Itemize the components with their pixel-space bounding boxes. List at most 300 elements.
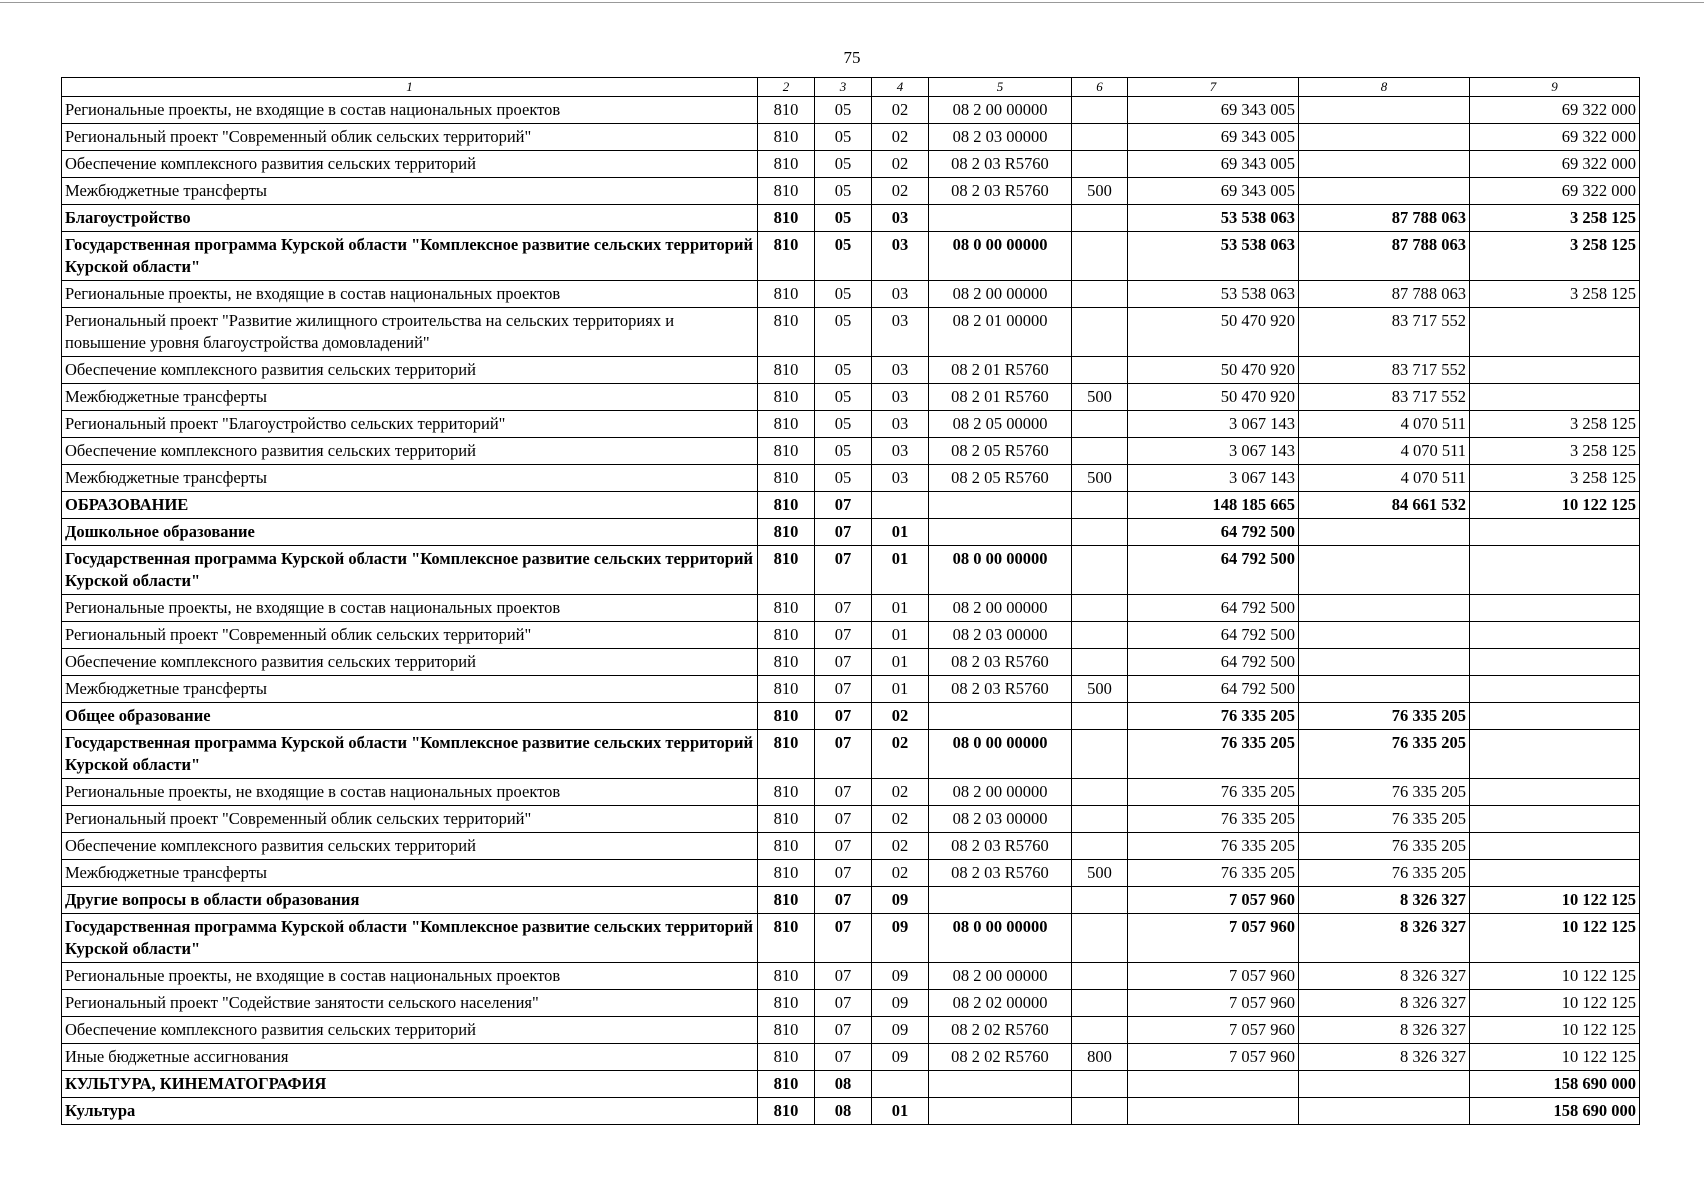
table-row: [62, 465, 1640, 492]
row-name: Дошкольное образование: [62, 519, 758, 546]
table-row: [62, 914, 1640, 963]
cell-amount-col8: 76 335 205: [1299, 730, 1470, 779]
cell-admin-code: 810: [758, 1044, 815, 1071]
cell-amount-col9: [1470, 595, 1640, 622]
cell-subsection: 03: [872, 357, 929, 384]
cell-amount-col8: 76 335 205: [1299, 833, 1470, 860]
cell-amount-col8: 8 326 327: [1299, 990, 1470, 1017]
cell-target-article: 08 2 03 R5760: [929, 649, 1072, 676]
cell-amount-col9: 3 258 125: [1470, 411, 1640, 438]
cell-target-article: 08 2 00 00000: [929, 779, 1072, 806]
cell-amount-col7: 76 335 205: [1128, 806, 1299, 833]
cell-amount-col7: 64 792 500: [1128, 546, 1299, 595]
cell-amount-col7: 69 343 005: [1128, 97, 1299, 124]
cell-target-article: 08 0 00 00000: [929, 914, 1072, 963]
cell-amount-col8: [1299, 1098, 1470, 1125]
cell-expense-type: [1072, 438, 1128, 465]
row-name: Региональные проекты, не входящие в состав национальных проектов: [62, 779, 758, 806]
cell-amount-col9: 69 322 000: [1470, 124, 1640, 151]
cell-amount-col7: 7 057 960: [1128, 963, 1299, 990]
cell-section: 07: [815, 730, 872, 779]
cell-amount-col9: 3 258 125: [1470, 438, 1640, 465]
cell-expense-type: [1072, 595, 1128, 622]
cell-amount-col8: 83 717 552: [1299, 357, 1470, 384]
cell-admin-code: 810: [758, 411, 815, 438]
row-name: Культура: [62, 1098, 758, 1125]
row-name: Межбюджетные трансферты: [62, 860, 758, 887]
cell-target-article: 08 2 03 R5760: [929, 860, 1072, 887]
cell-amount-col8: 8 326 327: [1299, 963, 1470, 990]
row-name: Региональные проекты, не входящие в состав национальных проектов: [62, 963, 758, 990]
row-name: Обеспечение комплексного развития сельских территорий: [62, 1017, 758, 1044]
column-header: 1: [62, 78, 758, 97]
cell-section: 05: [815, 384, 872, 411]
cell-amount-col7: 148 185 665: [1128, 492, 1299, 519]
cell-amount-col9: [1470, 308, 1640, 357]
cell-amount-col8: 76 335 205: [1299, 860, 1470, 887]
cell-amount-col8: 87 788 063: [1299, 281, 1470, 308]
column-header: 9: [1470, 78, 1640, 97]
cell-section: 07: [815, 703, 872, 730]
cell-subsection: 03: [872, 281, 929, 308]
cell-target-article: 08 0 00 00000: [929, 232, 1072, 281]
cell-amount-col8: 4 070 511: [1299, 465, 1470, 492]
cell-target-article: 08 2 03 00000: [929, 806, 1072, 833]
table-row: [62, 730, 1640, 779]
cell-amount-col8: 87 788 063: [1299, 232, 1470, 281]
table-row: [62, 990, 1640, 1017]
cell-admin-code: 810: [758, 308, 815, 357]
row-name: Региональные проекты, не входящие в состав национальных проектов: [62, 281, 758, 308]
cell-admin-code: 810: [758, 595, 815, 622]
cell-subsection: 02: [872, 806, 929, 833]
cell-expense-type: [1072, 492, 1128, 519]
cell-admin-code: 810: [758, 1017, 815, 1044]
cell-section: 05: [815, 151, 872, 178]
cell-expense-type: [1072, 1017, 1128, 1044]
table-row: [62, 595, 1640, 622]
cell-amount-col7: 7 057 960: [1128, 1044, 1299, 1071]
cell-amount-col9: 3 258 125: [1470, 465, 1640, 492]
cell-amount-col8: [1299, 151, 1470, 178]
cell-subsection: 01: [872, 595, 929, 622]
cell-admin-code: 810: [758, 779, 815, 806]
cell-amount-col7: 69 343 005: [1128, 124, 1299, 151]
cell-subsection: 09: [872, 963, 929, 990]
cell-section: 07: [815, 492, 872, 519]
cell-amount-col9: 10 122 125: [1470, 963, 1640, 990]
cell-amount-col7: 76 335 205: [1128, 730, 1299, 779]
row-name: КУЛЬТУРА, КИНЕМАТОГРАФИЯ: [62, 1071, 758, 1098]
cell-amount-col8: 8 326 327: [1299, 1044, 1470, 1071]
cell-target-article: 08 2 02 00000: [929, 990, 1072, 1017]
cell-target-article: 08 2 05 R5760: [929, 465, 1072, 492]
cell-amount-col7: 76 335 205: [1128, 833, 1299, 860]
budget-table: [61, 77, 1640, 1125]
cell-subsection: 03: [872, 384, 929, 411]
cell-section: 07: [815, 1044, 872, 1071]
cell-section: 07: [815, 860, 872, 887]
cell-section: 07: [815, 676, 872, 703]
cell-admin-code: 810: [758, 1071, 815, 1098]
cell-amount-col8: [1299, 595, 1470, 622]
cell-expense-type: [1072, 779, 1128, 806]
cell-subsection: 02: [872, 779, 929, 806]
cell-section: 08: [815, 1071, 872, 1098]
cell-amount-col9: [1470, 519, 1640, 546]
cell-admin-code: 810: [758, 649, 815, 676]
cell-target-article: 08 2 02 R5760: [929, 1044, 1072, 1071]
page-number: 75: [843, 48, 861, 67]
cell-amount-col7: 69 343 005: [1128, 151, 1299, 178]
cell-amount-col9: [1470, 546, 1640, 595]
cell-section: 05: [815, 438, 872, 465]
cell-admin-code: 810: [758, 281, 815, 308]
cell-amount-col7: 76 335 205: [1128, 703, 1299, 730]
cell-section: 07: [815, 833, 872, 860]
row-name: Обеспечение комплексного развития сельских территорий: [62, 649, 758, 676]
cell-subsection: 09: [872, 990, 929, 1017]
column-header: 8: [1299, 78, 1470, 97]
cell-target-article: 08 0 00 00000: [929, 730, 1072, 779]
cell-admin-code: 810: [758, 205, 815, 232]
cell-amount-col9: 10 122 125: [1470, 990, 1640, 1017]
cell-amount-col9: 10 122 125: [1470, 1044, 1640, 1071]
cell-expense-type: 500: [1072, 178, 1128, 205]
cell-amount-col7: 7 057 960: [1128, 887, 1299, 914]
cell-subsection: 02: [872, 151, 929, 178]
cell-amount-col9: [1470, 622, 1640, 649]
cell-amount-col8: 8 326 327: [1299, 887, 1470, 914]
row-name: Государственная программа Курской области "Комплексное развитие сельских территорий Курской области": [62, 546, 758, 595]
cell-expense-type: [1072, 887, 1128, 914]
cell-admin-code: 810: [758, 914, 815, 963]
cell-target-article: 08 2 01 R5760: [929, 357, 1072, 384]
cell-section: 07: [815, 963, 872, 990]
cell-subsection: 09: [872, 1044, 929, 1071]
cell-expense-type: 800: [1072, 1044, 1128, 1071]
column-header: 4: [872, 78, 929, 97]
cell-expense-type: [1072, 806, 1128, 833]
cell-admin-code: 810: [758, 97, 815, 124]
cell-admin-code: 810: [758, 887, 815, 914]
table-row: [62, 649, 1640, 676]
cell-target-article: 08 2 05 R5760: [929, 438, 1072, 465]
cell-amount-col7: 64 792 500: [1128, 519, 1299, 546]
row-name: Региональные проекты, не входящие в состав национальных проектов: [62, 595, 758, 622]
cell-amount-col8: 76 335 205: [1299, 703, 1470, 730]
cell-subsection: 03: [872, 308, 929, 357]
table-row: [62, 281, 1640, 308]
cell-admin-code: 810: [758, 151, 815, 178]
cell-amount-col9: [1470, 676, 1640, 703]
cell-target-article: 08 2 03 R5760: [929, 151, 1072, 178]
cell-amount-col7: 53 538 063: [1128, 205, 1299, 232]
row-name: Региональный проект "Благоустройство сельских территорий": [62, 411, 758, 438]
cell-amount-col8: [1299, 97, 1470, 124]
cell-expense-type: [1072, 205, 1128, 232]
cell-admin-code: 810: [758, 178, 815, 205]
cell-amount-col7: [1128, 1098, 1299, 1125]
cell-section: 05: [815, 97, 872, 124]
table-row: [62, 205, 1640, 232]
cell-section: 07: [815, 649, 872, 676]
cell-admin-code: 810: [758, 384, 815, 411]
cell-admin-code: 810: [758, 622, 815, 649]
cell-expense-type: [1072, 357, 1128, 384]
cell-section: 05: [815, 178, 872, 205]
row-name: Региональный проект "Содействие занятости сельского населения": [62, 990, 758, 1017]
cell-amount-col9: [1470, 703, 1640, 730]
cell-admin-code: 810: [758, 806, 815, 833]
table-row: [62, 1017, 1640, 1044]
cell-target-article: 08 2 03 R5760: [929, 178, 1072, 205]
cell-amount-col9: [1470, 806, 1640, 833]
cell-subsection: 01: [872, 676, 929, 703]
cell-amount-col7: 76 335 205: [1128, 779, 1299, 806]
cell-section: 08: [815, 1098, 872, 1125]
cell-subsection: 09: [872, 1017, 929, 1044]
row-name: Межбюджетные трансферты: [62, 178, 758, 205]
cell-admin-code: 810: [758, 703, 815, 730]
cell-amount-col9: [1470, 730, 1640, 779]
row-name: Обеспечение комплексного развития сельских территорий: [62, 438, 758, 465]
row-name: Благоустройство: [62, 205, 758, 232]
cell-section: 05: [815, 411, 872, 438]
cell-subsection: 09: [872, 887, 929, 914]
cell-amount-col8: 87 788 063: [1299, 205, 1470, 232]
cell-section: 07: [815, 990, 872, 1017]
cell-expense-type: [1072, 519, 1128, 546]
row-name: Межбюджетные трансферты: [62, 676, 758, 703]
cell-amount-col9: 3 258 125: [1470, 281, 1640, 308]
cell-amount-col7: 50 470 920: [1128, 308, 1299, 357]
cell-section: 05: [815, 124, 872, 151]
cell-amount-col8: 84 661 532: [1299, 492, 1470, 519]
cell-target-article: [929, 519, 1072, 546]
table-row: [62, 963, 1640, 990]
cell-section: 07: [815, 887, 872, 914]
cell-expense-type: [1072, 622, 1128, 649]
cell-target-article: 08 2 05 00000: [929, 411, 1072, 438]
cell-subsection: 01: [872, 546, 929, 595]
cell-subsection: 03: [872, 232, 929, 281]
cell-admin-code: 810: [758, 860, 815, 887]
cell-target-article: 08 2 03 R5760: [929, 833, 1072, 860]
cell-expense-type: [1072, 649, 1128, 676]
cell-expense-type: [1072, 97, 1128, 124]
cell-amount-col9: 69 322 000: [1470, 178, 1640, 205]
cell-amount-col8: [1299, 546, 1470, 595]
cell-expense-type: [1072, 833, 1128, 860]
cell-amount-col9: [1470, 833, 1640, 860]
cell-subsection: [872, 492, 929, 519]
cell-target-article: 08 2 00 00000: [929, 963, 1072, 990]
table-row: [62, 438, 1640, 465]
cell-expense-type: [1072, 546, 1128, 595]
cell-expense-type: [1072, 1098, 1128, 1125]
cell-section: 07: [815, 622, 872, 649]
row-name: Региональный проект "Современный облик сельских территорий": [62, 622, 758, 649]
table-row: [62, 703, 1640, 730]
cell-amount-col8: 83 717 552: [1299, 308, 1470, 357]
cell-target-article: [929, 703, 1072, 730]
cell-amount-col7: 64 792 500: [1128, 595, 1299, 622]
cell-amount-col9: [1470, 860, 1640, 887]
cell-amount-col7: 64 792 500: [1128, 676, 1299, 703]
cell-amount-col7: 53 538 063: [1128, 232, 1299, 281]
cell-amount-col8: 76 335 205: [1299, 779, 1470, 806]
cell-expense-type: 500: [1072, 676, 1128, 703]
cell-section: 07: [815, 1017, 872, 1044]
cell-target-article: [929, 1098, 1072, 1125]
cell-subsection: [872, 1071, 929, 1098]
cell-expense-type: [1072, 1071, 1128, 1098]
cell-section: 07: [815, 806, 872, 833]
cell-section: 07: [815, 779, 872, 806]
cell-target-article: 08 0 00 00000: [929, 546, 1072, 595]
row-name: Региональный проект "Современный облик сельских территорий": [62, 806, 758, 833]
table-row: [62, 384, 1640, 411]
cell-admin-code: 810: [758, 519, 815, 546]
table-row: [62, 887, 1640, 914]
row-name: Обеспечение комплексного развития сельских территорий: [62, 151, 758, 178]
cell-expense-type: 500: [1072, 860, 1128, 887]
table-row: [62, 1098, 1640, 1125]
cell-amount-col7: 3 067 143: [1128, 465, 1299, 492]
cell-expense-type: 500: [1072, 465, 1128, 492]
column-header: 5: [929, 78, 1072, 97]
cell-amount-col8: [1299, 519, 1470, 546]
cell-target-article: 08 2 00 00000: [929, 97, 1072, 124]
column-header: 2: [758, 78, 815, 97]
cell-admin-code: 810: [758, 1098, 815, 1125]
cell-section: 07: [815, 546, 872, 595]
cell-expense-type: [1072, 281, 1128, 308]
row-name: Обеспечение комплексного развития сельских территорий: [62, 833, 758, 860]
row-name: Общее образование: [62, 703, 758, 730]
table-body: [62, 97, 1640, 1125]
cell-target-article: 08 2 00 00000: [929, 281, 1072, 308]
cell-admin-code: 810: [758, 232, 815, 281]
cell-target-article: 08 2 02 R5760: [929, 1017, 1072, 1044]
cell-amount-col7: [1128, 1071, 1299, 1098]
cell-amount-col8: [1299, 1071, 1470, 1098]
cell-amount-col9: 158 690 000: [1470, 1098, 1640, 1125]
column-header: 6: [1072, 78, 1128, 97]
cell-admin-code: 810: [758, 124, 815, 151]
cell-admin-code: 810: [758, 676, 815, 703]
table-row: [62, 779, 1640, 806]
cell-amount-col7: 53 538 063: [1128, 281, 1299, 308]
cell-target-article: [929, 205, 1072, 232]
cell-target-article: 08 2 03 R5760: [929, 676, 1072, 703]
cell-amount-col9: 10 122 125: [1470, 887, 1640, 914]
table-row: [62, 1071, 1640, 1098]
cell-admin-code: 810: [758, 963, 815, 990]
cell-target-article: [929, 1071, 1072, 1098]
cell-subsection: 03: [872, 465, 929, 492]
cell-amount-col7: 3 067 143: [1128, 411, 1299, 438]
cell-amount-col9: [1470, 779, 1640, 806]
table-row: [62, 97, 1640, 124]
row-name: Иные бюджетные ассигнования: [62, 1044, 758, 1071]
table-row: [62, 151, 1640, 178]
cell-target-article: 08 2 01 00000: [929, 308, 1072, 357]
cell-subsection: 01: [872, 519, 929, 546]
cell-admin-code: 810: [758, 546, 815, 595]
table-row: [62, 546, 1640, 595]
column-header: 3: [815, 78, 872, 97]
cell-subsection: 09: [872, 914, 929, 963]
row-name: Государственная программа Курской области "Комплексное развитие сельских территорий Курской области": [62, 232, 758, 281]
cell-admin-code: 810: [758, 833, 815, 860]
cell-amount-col7: 76 335 205: [1128, 860, 1299, 887]
cell-admin-code: 810: [758, 730, 815, 779]
cell-admin-code: 810: [758, 438, 815, 465]
cell-amount-col8: [1299, 676, 1470, 703]
cell-amount-col8: 8 326 327: [1299, 914, 1470, 963]
cell-amount-col9: 69 322 000: [1470, 97, 1640, 124]
cell-expense-type: [1072, 990, 1128, 1017]
cell-admin-code: 810: [758, 465, 815, 492]
row-name: Государственная программа Курской области "Комплексное развитие сельских территорий Курской области": [62, 914, 758, 963]
cell-amount-col9: 10 122 125: [1470, 1017, 1640, 1044]
column-number-header: [62, 78, 1640, 97]
table-row: [62, 1044, 1640, 1071]
cell-amount-col7: 7 057 960: [1128, 914, 1299, 963]
cell-section: 07: [815, 519, 872, 546]
table-row: [62, 806, 1640, 833]
cell-expense-type: [1072, 308, 1128, 357]
cell-expense-type: [1072, 411, 1128, 438]
cell-amount-col7: 7 057 960: [1128, 1017, 1299, 1044]
cell-amount-col8: 83 717 552: [1299, 384, 1470, 411]
cell-amount-col8: [1299, 649, 1470, 676]
cell-subsection: 02: [872, 703, 929, 730]
row-name: Государственная программа Курской области "Комплексное развитие сельских территорий Курской области": [62, 730, 758, 779]
cell-amount-col9: [1470, 384, 1640, 411]
cell-subsection: 02: [872, 860, 929, 887]
cell-amount-col8: [1299, 124, 1470, 151]
cell-target-article: 08 2 03 00000: [929, 622, 1072, 649]
cell-amount-col9: 69 322 000: [1470, 151, 1640, 178]
cell-amount-col7: 64 792 500: [1128, 649, 1299, 676]
cell-amount-col8: 76 335 205: [1299, 806, 1470, 833]
cell-section: 07: [815, 595, 872, 622]
cell-subsection: 02: [872, 124, 929, 151]
cell-subsection: 03: [872, 205, 929, 232]
cell-section: 05: [815, 205, 872, 232]
column-header: 7: [1128, 78, 1299, 97]
cell-subsection: 01: [872, 1098, 929, 1125]
table-row: [62, 492, 1640, 519]
cell-target-article: 08 2 01 R5760: [929, 384, 1072, 411]
row-name: Другие вопросы в области образования: [62, 887, 758, 914]
cell-amount-col9: 158 690 000: [1470, 1071, 1640, 1098]
cell-subsection: 01: [872, 649, 929, 676]
cell-amount-col8: [1299, 622, 1470, 649]
row-name: Региональный проект "Развитие жилищного строительства на сельских территориях и повышение уровня благоустройства домовладений": [62, 308, 758, 357]
table-row: [62, 357, 1640, 384]
table-row: [62, 676, 1640, 703]
cell-amount-col9: 10 122 125: [1470, 914, 1640, 963]
cell-target-article: [929, 492, 1072, 519]
row-name: Межбюджетные трансферты: [62, 384, 758, 411]
table-row: [62, 308, 1640, 357]
cell-expense-type: [1072, 914, 1128, 963]
cell-amount-col9: [1470, 357, 1640, 384]
